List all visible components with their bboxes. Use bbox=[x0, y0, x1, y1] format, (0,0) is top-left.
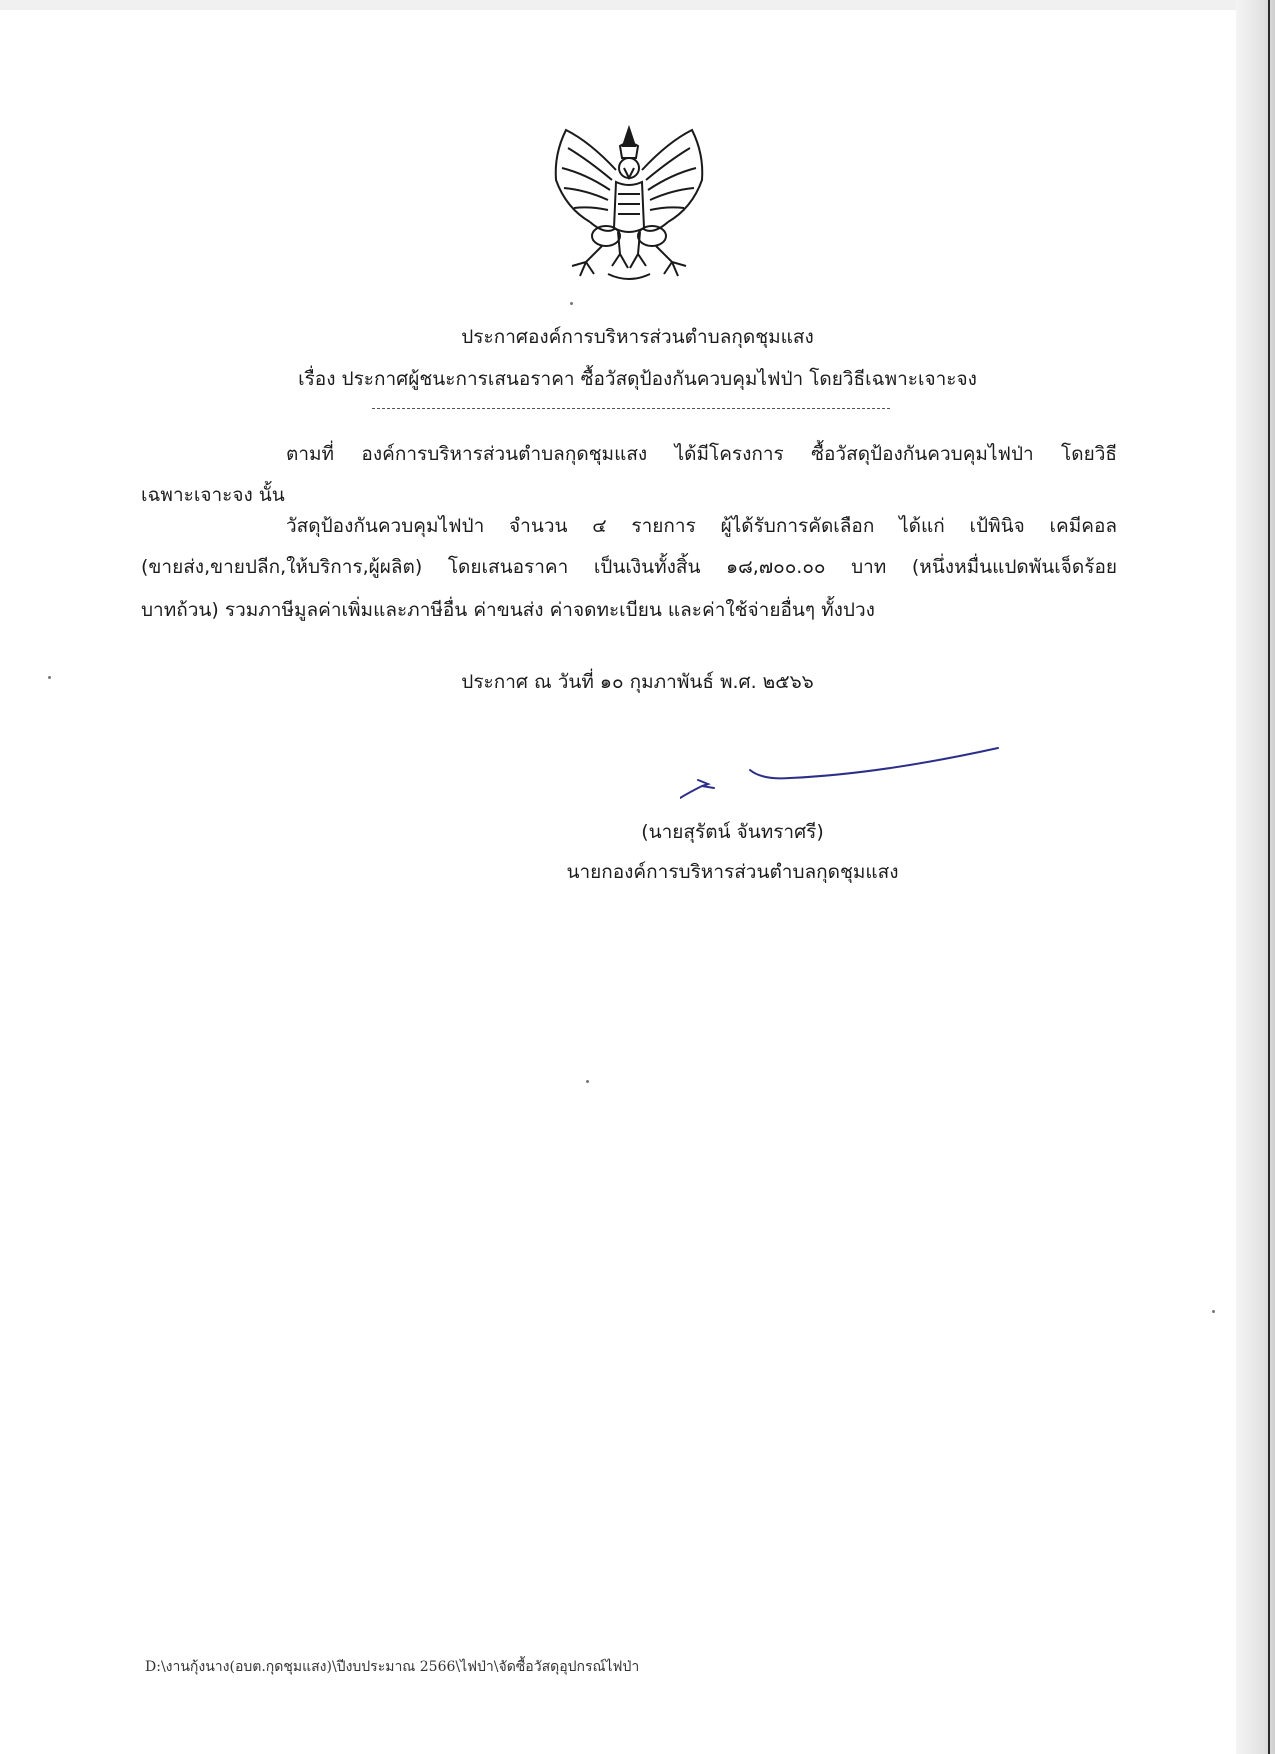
paragraph-1-line-2: เฉพาะเจาะจง นั้น bbox=[141, 484, 285, 506]
announcement-title: ประกาศองค์การบริหารส่วนตำบลกุดชุมแสง bbox=[461, 326, 814, 348]
garuda-emblem-icon bbox=[546, 124, 712, 286]
announcement-subject: เรื่อง ประกาศผู้ชนะการเสนอราคา ซื้อวัสดุป้องกันควบคุมไฟป่า โดยวิธีเฉพาะเจาะจง bbox=[298, 368, 977, 390]
scan-speck bbox=[48, 676, 51, 679]
announcement-date: ประกาศ ณ วันที่ ๑๐ กุมภาพันธ์ พ.ศ. ๒๕๖๖ bbox=[461, 671, 814, 693]
paragraph-2-text: วัสดุป้องกันควบคุมไฟป่า จำนวน ๔ รายการ ผู้ได้รับการคัดเลือก ได้แก่ เป้พินิจ เคมีคอล bbox=[286, 515, 1117, 537]
scan-speck bbox=[570, 302, 573, 305]
paragraph-2-line-3: บาทถ้วน) รวมภาษีมูลค่าเพิ่มและภาษีอื่น ค่าขนส่ง ค่าจดทะเบียน และค่าใช้จ่ายอื่นๆ ทั้งปวง bbox=[141, 599, 875, 621]
handwritten-signature bbox=[680, 740, 1010, 810]
paragraph-2-line-2: (ขายส่ง,ขายปลีก,ให้บริการ,ผู้ผลิต) โดยเสนอราคา เป็นเงินทั้งสิ้น ๑๘,๗๐๐.๐๐ บาท (หนึ่งหมื่นแปดพันเจ็ดร้อย bbox=[141, 556, 1117, 578]
divider-line bbox=[372, 408, 890, 409]
signer-name: (นายสุรัตน์ จันทราศรี) bbox=[641, 821, 824, 843]
footer-file-path: D:\งานกุ้งนาง(อบต.กุดชุมแสง)\ปีงบประมาณ 2566\ไฟป่า\จัดซื้อวัสดุอุปกรณ์ไฟป่า bbox=[145, 1659, 640, 1675]
paragraph-1-line-1 bbox=[141, 435, 1117, 473]
signer-position: นายกองค์การบริหารส่วนตำบลกุดชุมแสง bbox=[566, 861, 899, 883]
scan-speck bbox=[586, 1080, 589, 1083]
paragraph-1-text: ตามที่ องค์การบริหารส่วนตำบลกุดชุมแสง ได้มีโครงการ ซื้อวัสดุป้องกันควบคุมไฟป่า โดยวิธี bbox=[286, 443, 1117, 465]
scan-top-band bbox=[0, 0, 1236, 10]
paragraph-2-line-1 bbox=[141, 507, 1117, 545]
scan-speck bbox=[1212, 1310, 1215, 1313]
